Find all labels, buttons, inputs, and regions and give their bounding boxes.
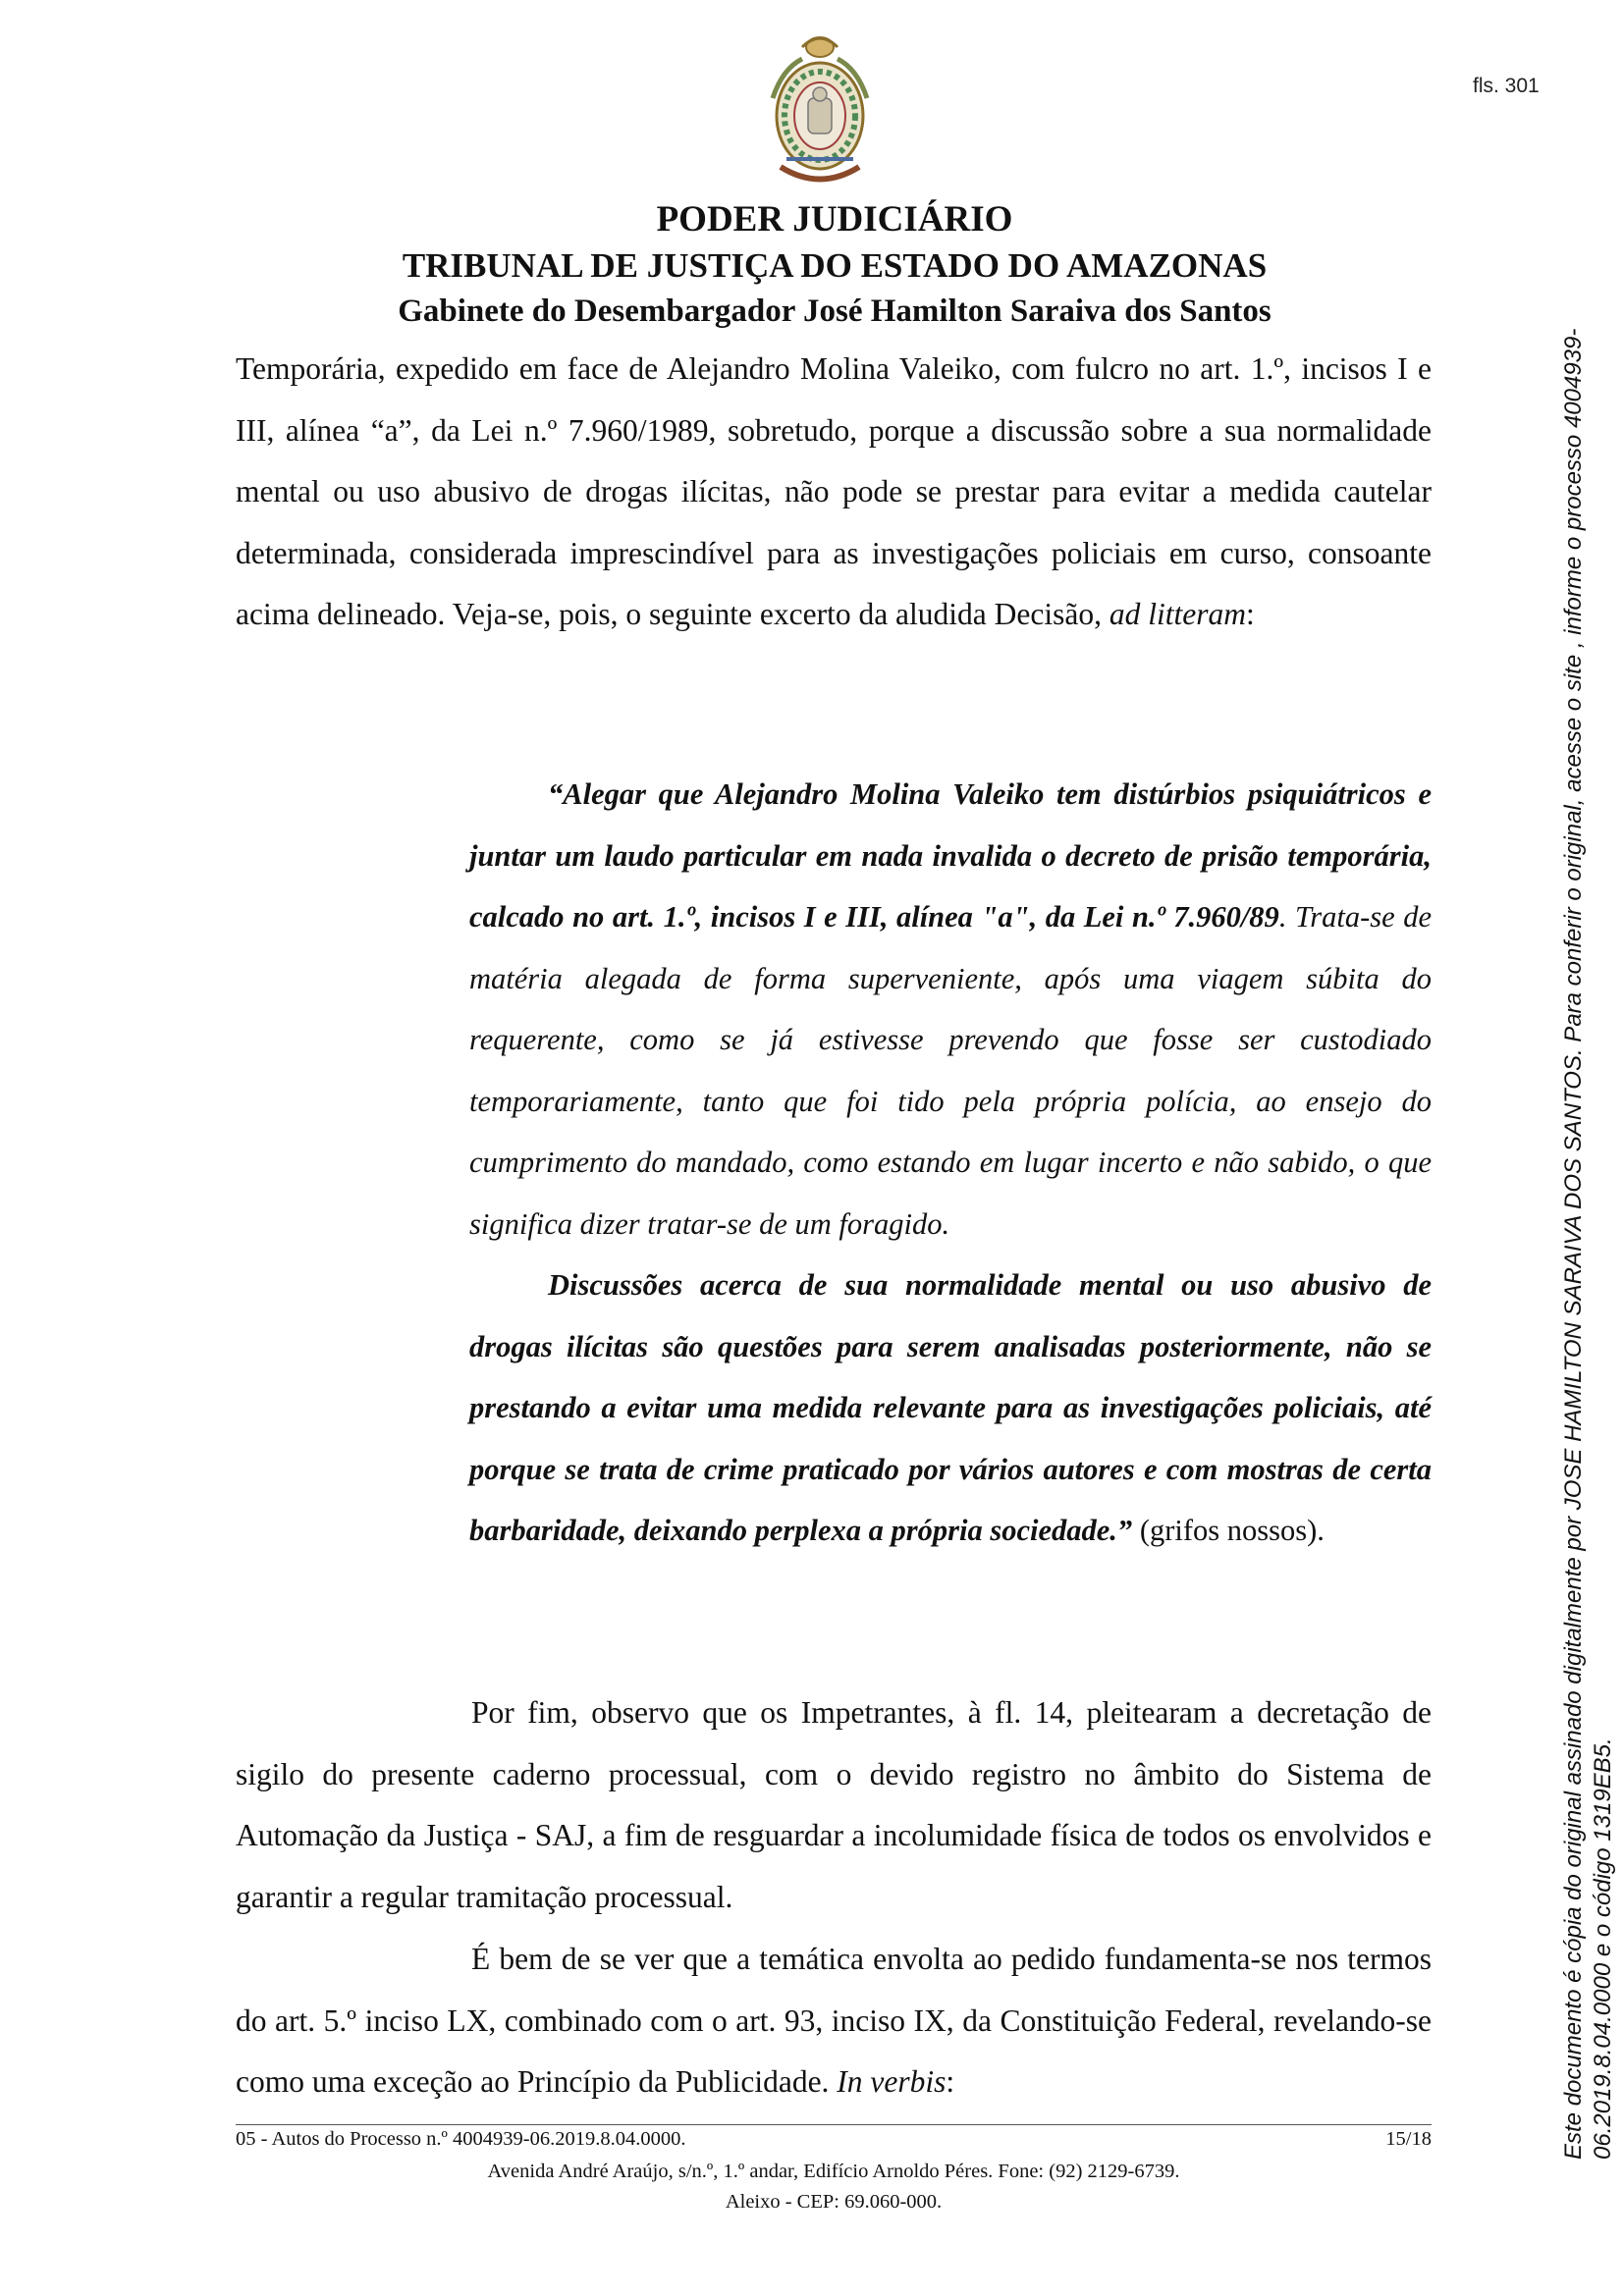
block-quote [469, 764, 1432, 1562]
header-line-3: Gabinete do Desembargador José Hamilton Saraiva dos Santos [398, 294, 1271, 329]
para3-text: É bem de se ver que a temática envolta ao pedido fundamenta-se nos termos do art. 5.º inciso LX, combinado com o art. 93, inciso IX, da Constituição Federal, revelando-se como uma exceção ao Princípio da Publicidade. [236, 1942, 1432, 2099]
document-header [0, 196, 1623, 335]
para3-italic: In verbis [837, 2064, 947, 2099]
quote-p2-bold: Discussões acerca de sua normalidade mental ou uso abusivo de drogas ilícitas são questões para serem analisadas posteriormente, não se prestando a evitar uma medida relevante para as investigações policiais, até porque se trata de crime praticado por vários autores e com mostras de certa barbaridade, deixando perplexa a própria sociedade.” [469, 1268, 1432, 1547]
paragraph-3 [236, 1929, 1432, 2113]
footer-address-line-1: Avenida André Araújo, s/n.º, 1.º andar, Edifício Arnoldo Péres. Fone: (92) 2129-6739. [487, 2161, 1180, 2182]
page-marker: fls. 301 [1473, 75, 1540, 97]
footer-process-number: 05 - Autos do Processo n.º 4004939-06.2019.8.04.0000. [236, 2128, 686, 2150]
quote-p1-rest: . Trata-se de matéria alegada de forma superveniente, após uma viagem súbita do requerente, como se já estivesse prevendo que fosse ser custodiado temporariamente, tanto que foi tido pela própria polícia, ao ensejo do cumprimento do mandado, como estando em lugar incerto e não sabido, o que significa dizer tratar-se de um foragido. [469, 900, 1432, 1241]
quote-p2-tail: (grifos nossos). [1132, 1514, 1325, 1547]
digital-signature-note: Este documento é cópia do original assinado digitalmente por JOSE HAMILTON SARAIVA DOS SANTOS. Para conferir o original, acesse o site , informe o processo 4004939-06.2019.8.04.0000 e o código 1319EB5. [1560, 328, 1616, 2160]
quote-paragraph-1 [469, 764, 1432, 1255]
intro-text: Temporária, expedido em face de Alejandro Molina Valeiko, com fulcro no art. 1.º, incisos I e III, alínea “a”, da Lei n.º 7.960/1989, sobretudo, porque a discussão sobre a sua normalidade mental ou uso abusivo de drogas ilícitas, não pode se prestar para evitar a medida cautelar determinada, considerada imprescindível para as investigações policiais em curso, consoante acima delineado. Veja-se, pois, o seguinte excerto da aludida Decisão, [236, 351, 1432, 631]
paragraph-2: Por fim, observo que os Impetrantes, à fl. 14, pleitearam a decretação de sigilo do presente caderno processual, com o devido registro no âmbito do Sistema de Automação da Justiça - SAJ, a fim de resguardar a incolumidade física de todos os envolvidos e garantir a regular tramitação processual. [236, 1695, 1432, 1914]
footer-address-line-2: Aleixo - CEP: 69.060-000. [725, 2191, 943, 2213]
footer-top-row [236, 2128, 1432, 2158]
intro-italic: ad litteram [1109, 597, 1246, 631]
intro-end: : [1245, 597, 1255, 631]
header-line-1: PODER JUDICIÁRIO [656, 199, 1013, 240]
intro-paragraph [236, 339, 1432, 646]
footer-page-count: 15/18 [1385, 2128, 1432, 2150]
para3-end: : [946, 2064, 955, 2099]
court-seal-emblem [763, 29, 877, 191]
footer-address [236, 2157, 1432, 2217]
footer-divider [236, 2124, 1432, 2125]
header-line-2: TRIBUNAL DE JUSTIÇA DO ESTADO DO AMAZONAS [402, 246, 1268, 285]
quote-p1-bold: “Alegar que Alejandro Molina Valeiko tem distúrbios psiquiátricos e juntar um laudo particular em nada invalida o decreto de prisão temporária, calcado no art. 1.º, incisos I e III, alínea "a", da Lei n.º 7.960/89 [469, 777, 1432, 934]
quote-paragraph-2 [469, 1255, 1432, 1562]
